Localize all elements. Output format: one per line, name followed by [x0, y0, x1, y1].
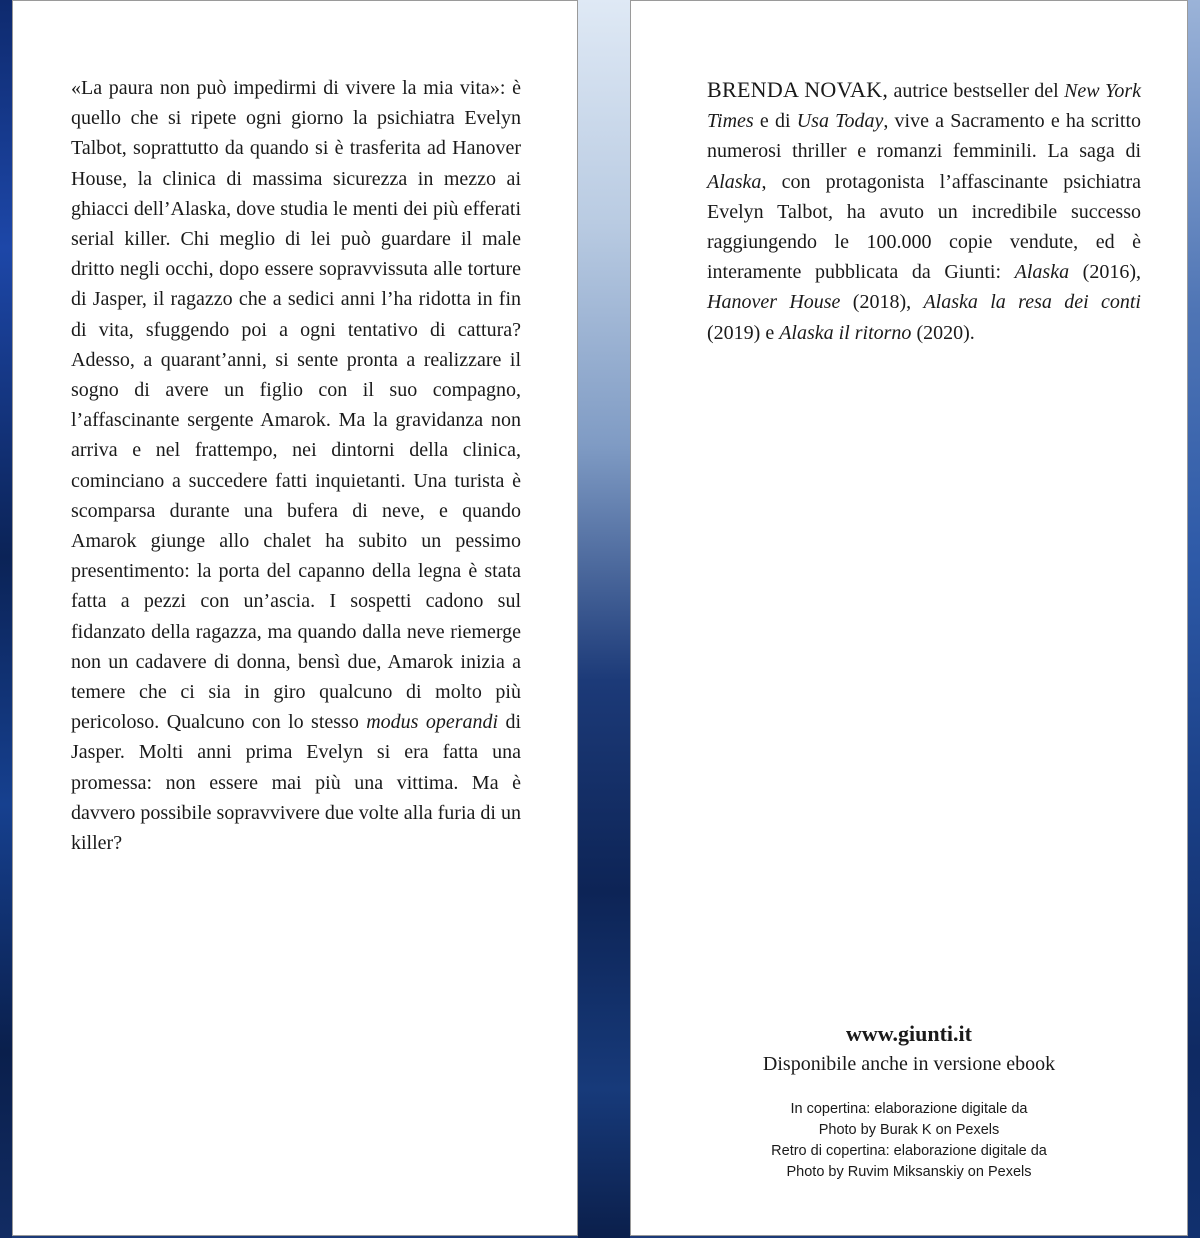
blurb-italic-modus-operandi: modus operandi	[366, 711, 499, 734]
bio-italic-hanover-house: Hanover House	[707, 291, 841, 314]
bio-italic-resa-dei-conti: Alaska la resa dei conti	[923, 291, 1141, 314]
blurb-text-2: di Jasper. Molti anni prima Evelyn si era fatta una promessa: non essere mai più una vittima. Ma è davvero possibile sopravvivere due volte alla furia di un killer?	[71, 711, 522, 855]
bio-text-8: (2020).	[911, 321, 975, 344]
bio-text-2: e di	[753, 110, 797, 133]
credit-line: Retro di copertina: elaborazione digitale da	[771, 1143, 1047, 1159]
cover-edge-right	[1188, 0, 1200, 1238]
blurb-text-1: «La paura non può impedirmi di vivere la mia vita»: è quello che si ripete ogni giorno la psichiatra Evelyn Talbot, soprattutto da quando si è trasferita ad Hanover House, la clinica di massima sicurezza in mezzo ai ghiacci dell’Alaska, dove studia le menti dei più efferati serial killer. Chi meglio di lei può guardare il male dritto negli occhi, dopo essere sopravvissuta alle torture di Jasper, il ragazzo che a sedici anni l’ha ridotta in fin di vita, sfuggendo poi a ogni tentativo di cattura? Adesso, a quarant’anni, si sente pronta a realizzare il sogno di avere un figlio con il suo compagno, l’affascinante sergente Amarok. Ma la gravidanza non arriva e nel frattempo, nei dintorni della clinica, cominciano a succedere fatti inquietanti. Una turista è scomparsa durante una bufera di neve, e quando Amarok giunge allo chalet ha subito un pessimo presentimento: la porta del capanno della legna è stata fatta a pezzi con un’ascia. I sospetti cadono sul fidanzato della ragazza, ma quando dalla neve riemerge non un cadavere di donna, bensì due, Amarok inizia a temere che ci sia in giro qualcuno di molto più pericoloso. Qualcuno con lo stesso	[71, 77, 521, 734]
left-flap	[12, 0, 578, 1236]
bio-text-1: autrice bestseller del	[888, 80, 1065, 102]
bio-italic-ritorno: Alaska il ritorno	[779, 321, 912, 344]
bio-text-6: (2018),	[840, 291, 924, 314]
bio-text-3: , vive a Sacramento e ha scritto numerosi thriller e romanzi femminili. La saga di	[707, 110, 1141, 163]
book-blurb	[71, 73, 521, 858]
bio-text-7: (2019) e	[707, 321, 780, 344]
bio-italic-alaska: Alaska	[707, 170, 762, 193]
credit-line: In copertina: elaborazione digitale da	[790, 1101, 1028, 1117]
bio-italic-alaska-2016: Alaska	[1014, 261, 1070, 284]
cover-edge-left	[0, 0, 12, 1238]
bio-text-5: (2016),	[1069, 261, 1141, 284]
cover-spine	[578, 0, 630, 1238]
bio-text-4: , con protagonista l’affascinante psichiatra Evelyn Talbot, ha avuto un incredibile successo raggiungendo le 100.000 copie vendute, ed è interamente pubblicata da Giunti:	[707, 170, 1141, 284]
publisher-website: www.giunti.it	[846, 1021, 972, 1046]
ebook-note: Disponibile anche in versione ebook	[762, 1053, 1056, 1075]
bio-italic-nyt: New York Times	[707, 80, 1141, 133]
bio-italic-usa-today: Usa Today	[796, 110, 884, 133]
credit-line: Photo by Burak K on Pexels	[818, 1122, 1000, 1138]
credit-line: Photo by Ruvim Miksanskiy on Pexels	[786, 1164, 1032, 1180]
right-flap	[630, 0, 1188, 1236]
author-bio	[707, 75, 1141, 348]
author-name: BRENDA NOVAK,	[707, 77, 889, 102]
cover-credits	[631, 1099, 1187, 1183]
